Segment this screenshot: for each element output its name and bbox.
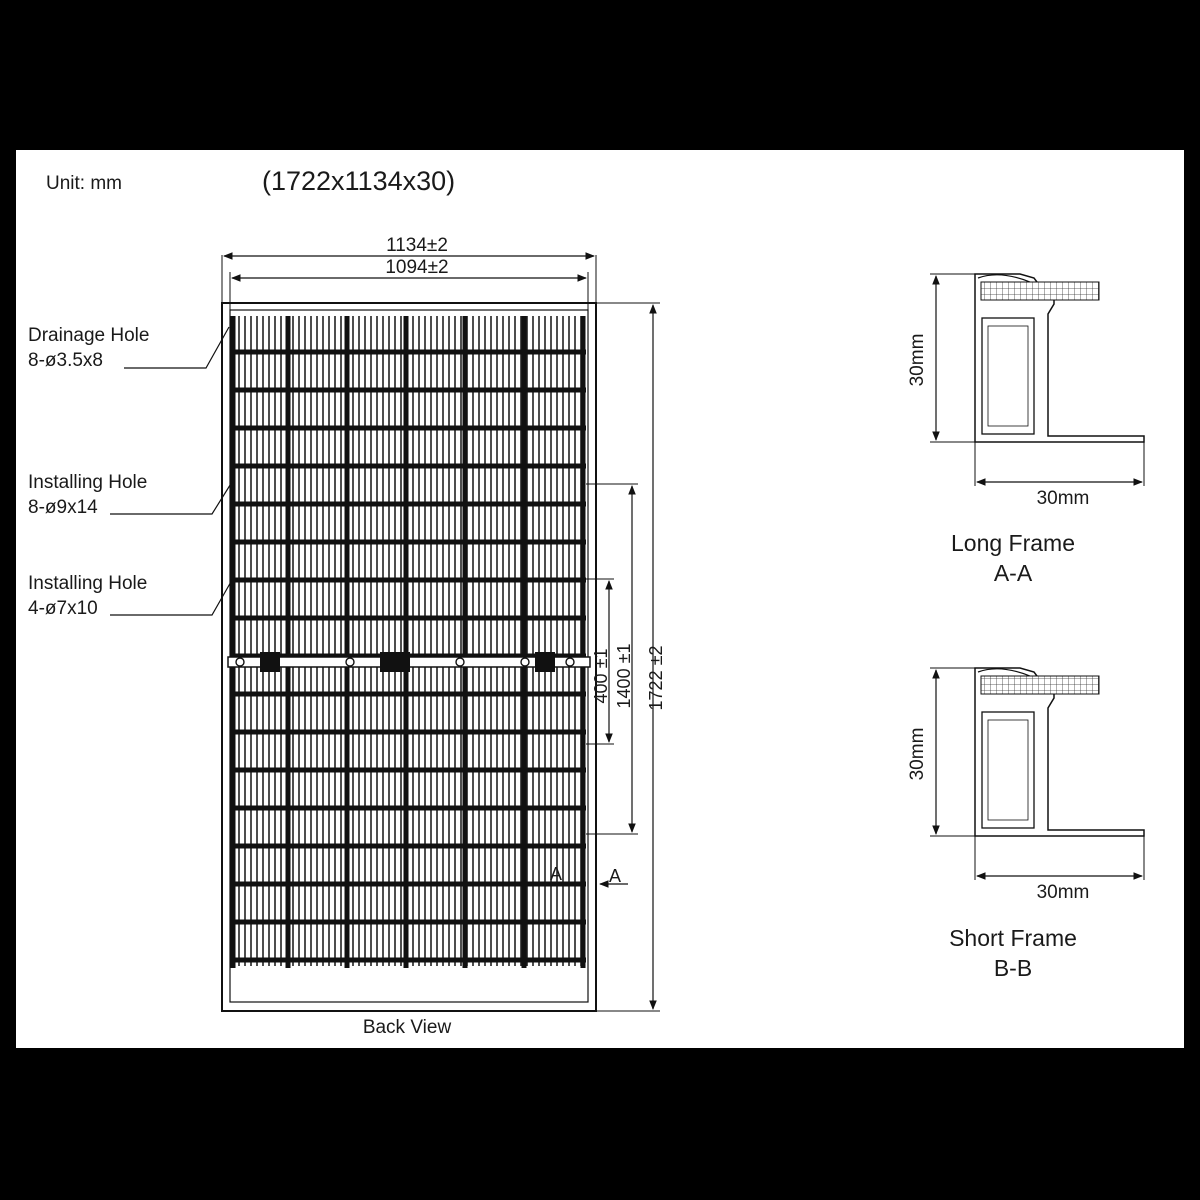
cell-row-bar [232, 692, 586, 697]
cell-row-bar [232, 388, 586, 393]
short-frame-title: Short Frame [949, 925, 1077, 951]
total-height-label: 1722 ±2 [646, 645, 666, 711]
cell-column-bar [522, 316, 527, 968]
section-width-label: 30mm [1036, 882, 1090, 903]
cell-row-bar [232, 426, 586, 431]
installing-hole-2-title: Installing Hole [28, 573, 148, 594]
long-frame-code: A-A [993, 560, 1033, 586]
cell-row-bar [232, 540, 586, 545]
cell-row-bar [232, 464, 586, 469]
height-dimensions [586, 303, 666, 1011]
cell-column-bar [404, 316, 409, 968]
section-width-label: 30mm [1036, 488, 1090, 509]
cell-row-bar [232, 616, 586, 621]
cell-row-bar [232, 502, 586, 507]
cell-column-bar [581, 316, 586, 968]
installing-hole-2-spec: 4-ø7x10 [28, 598, 98, 619]
cell-row-bar [232, 958, 586, 963]
connector-node [346, 658, 354, 666]
cell-row-bar [232, 578, 586, 583]
glass-laminate [981, 282, 1099, 300]
install-small-height-label: 400 ±1 [591, 648, 611, 704]
junction-box [535, 652, 555, 672]
width-dimensions [222, 235, 596, 310]
cell-column-bar [463, 316, 468, 968]
connector-node [566, 658, 574, 666]
drainage-hole-spec: 8-ø3.5x8 [28, 350, 103, 371]
section-a-left: A [550, 864, 563, 884]
installing-hole-1-title: Installing Hole [28, 472, 148, 493]
connector-node [456, 658, 464, 666]
connector-node [236, 658, 244, 666]
technical-drawing [16, 150, 1184, 1048]
unit-label: Unit: mm [46, 173, 122, 194]
cell-row-bar [232, 730, 586, 735]
connector-node [521, 658, 529, 666]
installing-hole-1-spec: 8-ø9x14 [28, 497, 98, 518]
cell-column-bar [286, 316, 291, 968]
outer-width-label: 1134±2 [386, 235, 448, 256]
cell-column-bar [231, 316, 236, 968]
junction-box [260, 652, 280, 672]
cell-column-bar [345, 316, 350, 968]
cell-row-bar [232, 350, 586, 355]
cell-row-bar [232, 806, 586, 811]
drainage-hole-title: Drainage Hole [28, 325, 150, 346]
short-frame-section [907, 668, 1144, 903]
inner-width-label: 1094±2 [385, 257, 449, 278]
section-height-label: 30mm [907, 727, 928, 781]
hole-callouts [28, 325, 232, 619]
section-a-right: A [609, 866, 622, 886]
glass-laminate [981, 676, 1099, 694]
install-height-label: 1400 ±1 [614, 643, 634, 709]
cell-row-bar [232, 844, 586, 849]
module-dimensions: (1722x1134x30) [262, 166, 456, 196]
short-frame-code: B-B [993, 955, 1033, 981]
back-view-caption: Back View [362, 1017, 452, 1038]
panel-back-view [222, 303, 596, 1011]
long-frame-section [907, 274, 1144, 509]
section-height-label: 30mm [907, 333, 928, 387]
drawing-sheet [16, 150, 1184, 1048]
cell-row-bar [232, 882, 586, 887]
cell-row-bar [232, 920, 586, 925]
long-frame-title: Long Frame [950, 530, 1076, 556]
cell-row-bar [232, 768, 586, 773]
junction-box [380, 652, 410, 672]
